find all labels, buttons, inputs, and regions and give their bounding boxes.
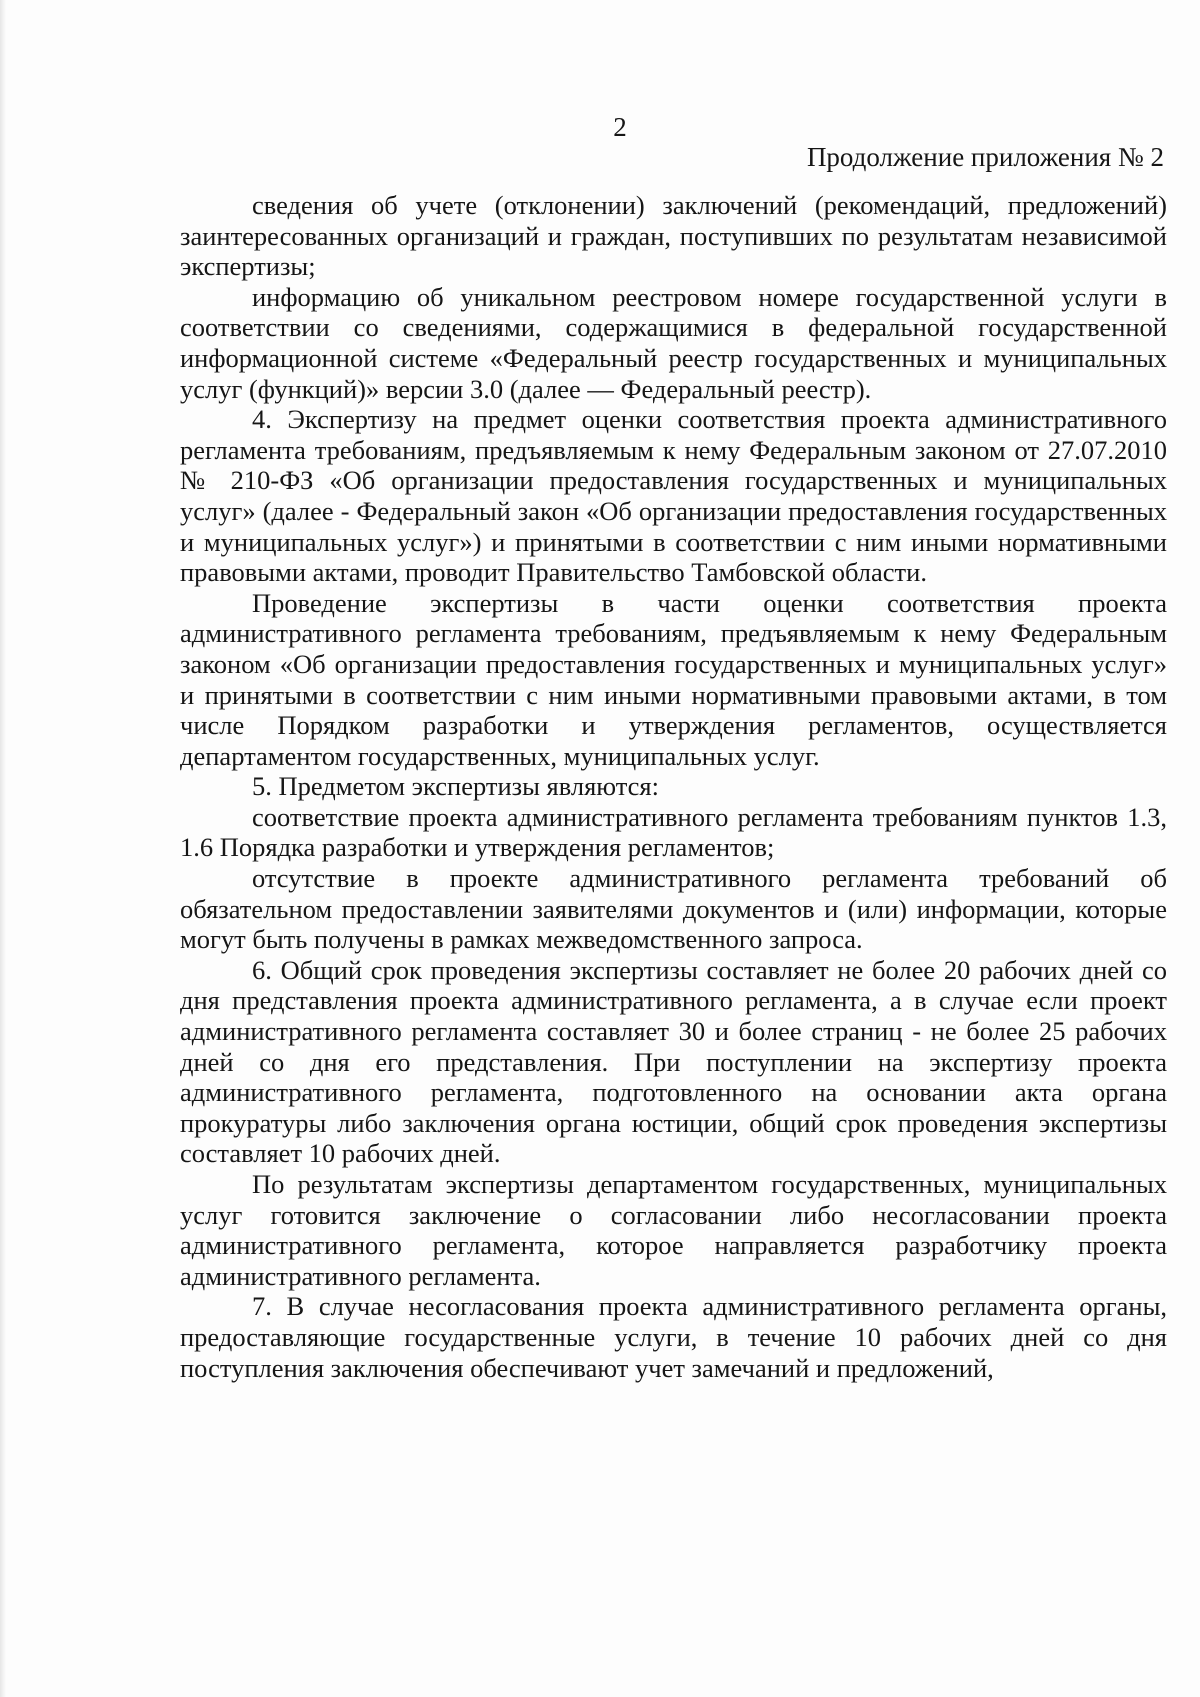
paragraph: По результатам экспертизы департаментом государственных, муниципальных услуг готовится заключение о согласовании либо несогласовании проекта административного регламента, которое направляется разработчику проекта административного регламента.: [180, 1169, 1167, 1291]
appendix-continuation-label: Продолжение приложения № 2: [806, 142, 1164, 172]
paragraph: 5. Предметом экспертизы являются:: [252, 771, 659, 802]
paragraph: отсутствие в проекте административного регламента требований об обязательном предоставлении заявителями документов и (или) информации, которые могут быть получены в рамках межведомственного запроса.: [180, 863, 1167, 955]
page-number: 2: [613, 112, 627, 142]
paragraph: информацию об уникальном реестровом номере государственной услуги в соответствии со сведениями, содержащимися в федеральной государственной информационной системе «Федеральный реестр государственных и муниципальных услуг (функций)» версии 3.0 (далее — Федеральный реестр).: [180, 281, 1167, 404]
paragraph: 7. В случае несогласования проекта административного регламента органы, предоставляющие государственные услуги, в течение 10 рабочих дней со дня поступления заключения обеспечивают учет замечаний и предложений,: [180, 1291, 1167, 1383]
paragraph: соответствие проекта административного регламента требованиям пунктов 1.3, 1.6 Порядка разработки и утверждения регламентов;: [180, 801, 1167, 863]
scan-edge-shadow: [0, 0, 6, 1697]
paragraph: 4. Экспертизу на предмет оценки соответствия проекта административного регламента требованиям, предъявляемым к нему Федеральным законом от 27.07.2010 № 210-ФЗ «Об организации предоставления государственных и муниципальных услуг» (далее - Федеральный закон «Об организации предоставления государственных и муниципальных услуг») и принятыми в соответствии с ним иными нормативными правовыми актами, проводит Правительство Тамбовской области.: [180, 404, 1167, 588]
paragraph: Проведение экспертизы в части оценки соответствия проекта административного регламента требованиям, предъявляемым к нему Федеральным законом «Об организации предоставления государственных и муниципальных услуг» и принятыми в соответствии с ним иными нормативными правовыми актами, в том числе Порядком разработки и утверждения регламентов, осуществляется департаментом государственных, муниципальных услуг.: [180, 587, 1167, 771]
paragraph: сведения об учете (отклонении) заключений (рекомендаций, предложений) заинтересованных организаций и граждан, поступивших по результатам независимой экспертизы;: [180, 190, 1167, 282]
paragraph: 6. Общий срок проведения экспертизы составляет не более 20 рабочих дней со дня представления проекта административного регламента, а в случае если проект административного регламента составляет 30 и более страниц - не более 25 рабочих дней со дня его представления. При поступлении на экспертизу проекта административного регламента, подготовленного на основании акта органа прокуратуры либо заключения органа юстиции, общий срок проведения экспертизы составляет 10 рабочих дней.: [180, 954, 1167, 1169]
document-body: [180, 190, 1167, 1383]
